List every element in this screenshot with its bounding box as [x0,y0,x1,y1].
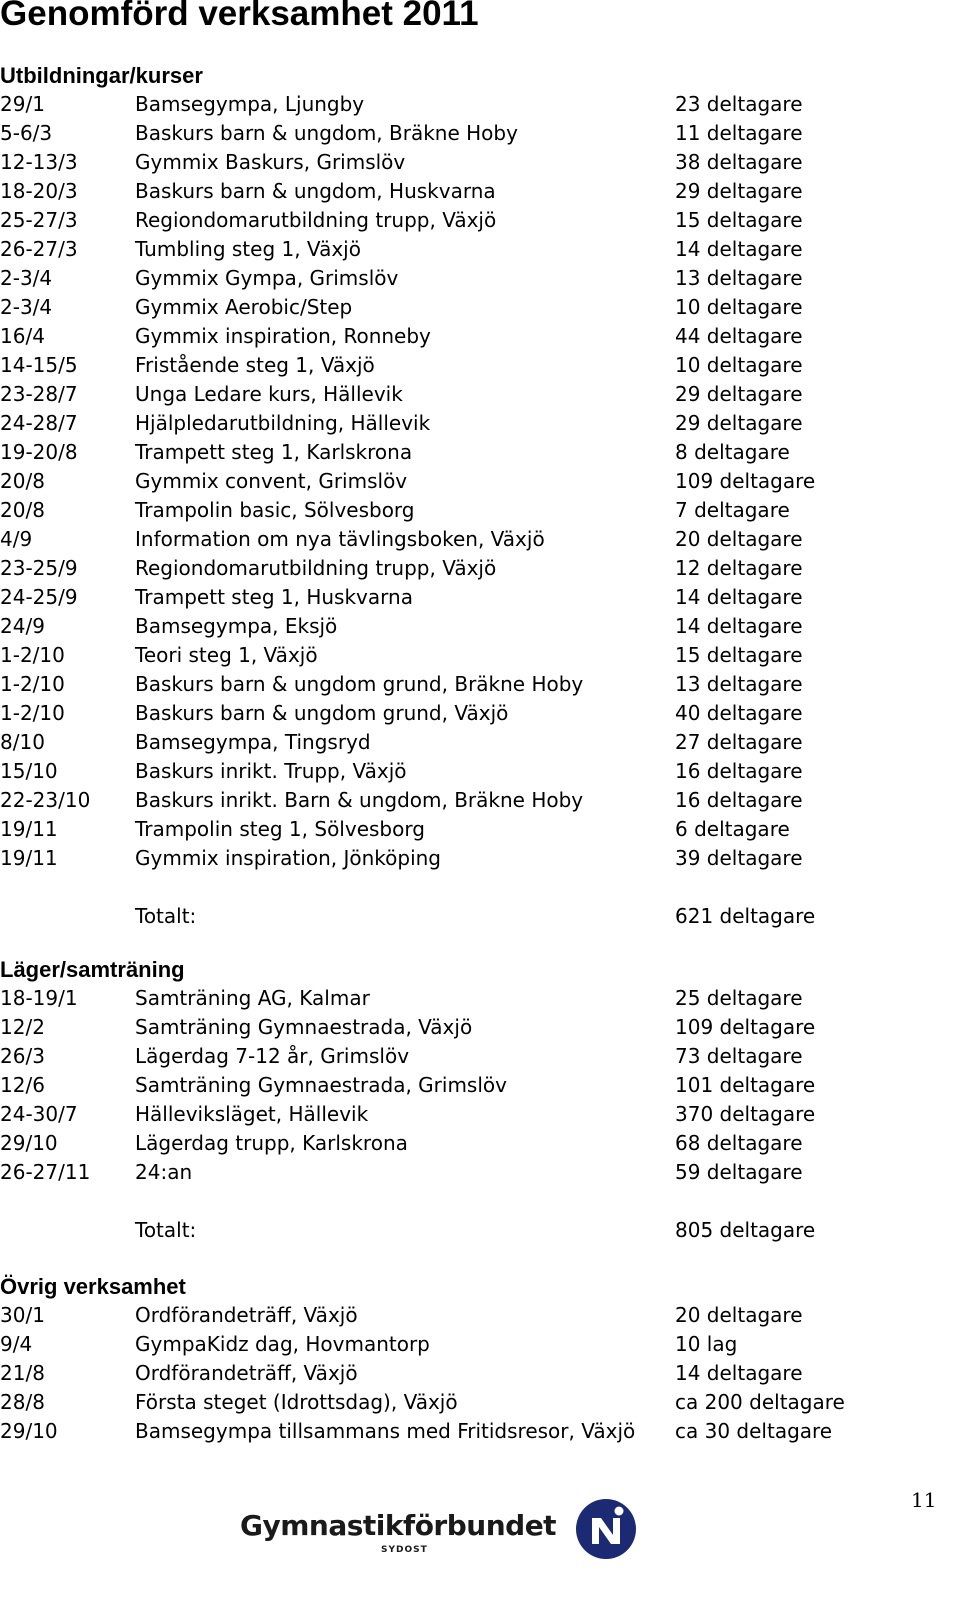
activity-name: Trampolin steg 1, Sölvesborg [135,817,425,841]
activity-name: Trampett steg 1, Huskvarna [135,585,413,609]
logo-subtext: SYDOST [381,1545,428,1555]
activity-participants: 109 deltagare [675,469,816,493]
activity-row [0,496,900,525]
activity-row [0,583,900,612]
activity-participants: 16 deltagare [675,759,803,783]
activity-name: Baskurs inrikt. Trupp, Växjö [135,759,407,783]
activity-list [0,90,900,873]
activity-date: 15/10 [0,759,58,783]
activity-participants: 27 deltagare [675,730,803,754]
activity-row [0,264,900,293]
activity-name: Unga Ledare kurs, Hällevik [135,382,403,406]
activity-row [0,438,900,467]
activity-date: 29/10 [0,1419,58,1443]
activity-row [0,984,900,1013]
activity-participants: 14 deltagare [675,1361,803,1385]
activity-participants: 16 deltagare [675,788,803,812]
activity-row [0,1013,900,1042]
activity-name: Ordförandeträff, Växjö [135,1361,358,1385]
activity-row [0,844,900,873]
activity-participants: 101 deltagare [675,1073,816,1097]
activity-date: 12-13/3 [0,150,78,174]
activity-participants: 38 deltagare [675,150,803,174]
activity-participants: 39 deltagare [675,846,803,870]
activity-row [0,1388,900,1417]
activity-date: 19/11 [0,846,58,870]
activity-participants: 14 deltagare [675,237,803,261]
activity-row [0,119,900,148]
activity-participants: 23 deltagare [675,92,803,116]
total-label: Totalt: [135,1218,197,1242]
activity-date: 14-15/5 [0,353,78,377]
activity-participants: 20 deltagare [675,527,803,551]
activity-date: 1-2/10 [0,643,65,667]
activity-name: Baskurs barn & ungdom grund, Växjö [135,701,509,725]
activity-participants: 29 deltagare [675,382,803,406]
section-lager [0,955,900,1245]
activity-date: 16/4 [0,324,45,348]
activity-participants: 8 deltagare [675,440,790,464]
activity-date: 24-30/7 [0,1102,78,1126]
section-heading: Läger/samträning [0,957,185,982]
spacer [0,1187,900,1216]
activity-row [0,148,900,177]
activity-row [0,351,900,380]
activity-name: Gymmix Gympa, Grimslöv [135,266,399,290]
activity-date: 8/10 [0,730,45,754]
activity-name: Baskurs barn & ungdom, Bräkne Hoby [135,121,518,145]
activity-date: 26/3 [0,1044,45,1068]
activity-name: GympaKidz dag, Hovmantorp [135,1332,430,1356]
section-heading: Övrig verksamhet [0,1274,186,1299]
activity-row [0,641,900,670]
activity-participants: 15 deltagare [675,208,803,232]
activity-row [0,409,900,438]
activity-row [0,380,900,409]
activity-name: Lägerdag 7-12 år, Grimslöv [135,1044,410,1068]
activity-participants: 40 deltagare [675,701,803,725]
activity-participants: 73 deltagare [675,1044,803,1068]
activity-date: 20/8 [0,469,45,493]
activity-participants: 29 deltagare [675,411,803,435]
activity-name: Trampett steg 1, Karlskrona [135,440,413,464]
total-row [0,902,900,931]
activity-name: Lägerdag trupp, Karlskrona [135,1131,408,1155]
activity-row [0,293,900,322]
activity-name: Regiondomarutbildning trupp, Växjö [135,556,497,580]
spacer [0,873,900,902]
activity-name: Tumbling steg 1, Växjö [135,237,361,261]
activity-row [0,322,900,351]
activity-row [0,1417,900,1446]
activity-participants: 68 deltagare [675,1131,803,1155]
activity-date: 20/8 [0,498,45,522]
activity-date: 19/11 [0,817,58,841]
activity-row [0,1129,900,1158]
activity-name: Gymmix inspiration, Ronneby [135,324,431,348]
activity-name: Teori steg 1, Växjö [135,643,318,667]
activity-row [0,728,900,757]
total-count: 805 deltagare [675,1218,816,1242]
page-number: 11 [911,1488,937,1512]
activity-row [0,1330,900,1359]
section-heading: Utbildningar/kurser [0,63,203,88]
gymnastikforbundet-n-emblem-icon [575,1498,637,1560]
activity-row [0,670,900,699]
activity-name: Hjälpledarutbildning, Hällevik [135,411,431,435]
activity-participants: 25 deltagare [675,986,803,1010]
activity-row [0,1359,900,1388]
activity-date: 5-6/3 [0,121,53,145]
activity-date: 28/8 [0,1390,45,1414]
logo-wordmark: Gymnastikförbundet [240,1509,557,1542]
activity-participants: 14 deltagare [675,585,803,609]
activity-name: Fristående steg 1, Växjö [135,353,375,377]
activity-name: Bamsegympa, Eksjö [135,614,338,638]
activity-participants: 59 deltagare [675,1160,803,1184]
activity-date: 2-3/4 [0,295,53,319]
page-title: Genomförd verksamhet 2011 [0,0,479,33]
activity-participants: 109 deltagare [675,1015,816,1039]
activity-date: 9/4 [0,1332,33,1356]
activity-participants: 370 deltagare [675,1102,816,1126]
activity-row [0,554,900,583]
activity-row [0,1158,900,1187]
activity-name: Gymmix inspiration, Jönköping [135,846,441,870]
activity-participants: 10 lag [675,1332,738,1356]
activity-row [0,757,900,786]
activity-participants: 20 deltagare [675,1303,803,1327]
activity-row [0,467,900,496]
total-label: Totalt: [135,904,197,928]
activity-participants: 12 deltagare [675,556,803,580]
activity-date: 18-19/1 [0,986,78,1010]
activity-date: 24-28/7 [0,411,78,435]
activity-row [0,525,900,554]
activity-date: 4/9 [0,527,33,551]
activity-participants: 13 deltagare [675,672,803,696]
activity-date: 23-28/7 [0,382,78,406]
activity-row [0,786,900,815]
activity-date: 18-20/3 [0,179,78,203]
activity-participants: 10 deltagare [675,353,803,377]
activity-name: Första steget (Idrottsdag), Växjö [135,1390,458,1414]
activity-name: Baskurs barn & ungdom, Huskvarna [135,179,496,203]
activity-date: 2-3/4 [0,266,53,290]
activity-name: Ordförandeträff, Växjö [135,1303,358,1327]
activity-date: 1-2/10 [0,701,65,725]
activity-row [0,1042,900,1071]
activity-participants: 14 deltagare [675,614,803,638]
gymnastikforbundet-logo [240,1496,640,1562]
activity-participants: 13 deltagare [675,266,803,290]
section-utbildningar [0,61,900,931]
activity-date: 19-20/8 [0,440,78,464]
activity-date: 12/2 [0,1015,45,1039]
activity-date: 26-27/11 [0,1160,91,1184]
total-count: 621 deltagare [675,904,816,928]
activity-row [0,235,900,264]
activity-date: 24-25/9 [0,585,78,609]
activity-participants: 11 deltagare [675,121,803,145]
activity-date: 21/8 [0,1361,45,1385]
activity-name: Gymmix Baskurs, Grimslöv [135,150,406,174]
activity-date: 22-23/10 [0,788,91,812]
activity-name: Bamsegympa, Ljungby [135,92,365,116]
activity-row [0,206,900,235]
activity-row [0,815,900,844]
activity-date: 25-27/3 [0,208,78,232]
activity-participants: 29 deltagare [675,179,803,203]
activity-date: 23-25/9 [0,556,78,580]
section-ovrig [0,1272,900,1446]
activity-row [0,612,900,641]
activity-participants: 10 deltagare [675,295,803,319]
activity-name: Trampolin basic, Sölvesborg [135,498,415,522]
activity-list [0,1301,900,1446]
activity-name: Samträning Gymnaestrada, Grimslöv [135,1073,507,1097]
activity-participants: 7 deltagare [675,498,790,522]
activity-name: Hälleviksläget, Hällevik [135,1102,369,1126]
activity-name: Bamsegympa tillsammans med Fritidsresor, Växjö [135,1419,636,1443]
activity-name: Samträning AG, Kalmar [135,986,370,1010]
activity-participants: ca 200 deltagare [675,1390,845,1414]
activity-row [0,90,900,119]
activity-participants: 15 deltagare [675,643,803,667]
activity-date: 29/1 [0,92,45,116]
activity-participants: ca 30 deltagare [675,1419,833,1443]
activity-name: Information om nya tävlingsboken, Växjö [135,527,545,551]
activity-date: 12/6 [0,1073,45,1097]
activity-date: 1-2/10 [0,672,65,696]
activity-name: Baskurs barn & ungdom grund, Bräkne Hoby [135,672,584,696]
activity-name: 24:an [135,1160,193,1184]
activity-participants: 6 deltagare [675,817,790,841]
activity-date: 26-27/3 [0,237,78,261]
activity-name: Samträning Gymnaestrada, Växjö [135,1015,473,1039]
activity-participants: 44 deltagare [675,324,803,348]
activity-name: Gymmix Aerobic/Step [135,295,353,319]
activity-row [0,177,900,206]
activity-name: Bamsegympa, Tingsryd [135,730,371,754]
activity-date: 29/10 [0,1131,58,1155]
activity-date: 24/9 [0,614,45,638]
activity-row [0,1301,900,1330]
activity-date: 30/1 [0,1303,45,1327]
activity-row [0,699,900,728]
activity-name: Baskurs inrikt. Barn & ungdom, Bräkne Hoby [135,788,584,812]
activity-list [0,984,900,1187]
activity-name: Gymmix convent, Grimslöv [135,469,408,493]
activity-row [0,1100,900,1129]
total-row [0,1216,900,1245]
activity-row [0,1071,900,1100]
activity-name: Regiondomarutbildning trupp, Växjö [135,208,497,232]
